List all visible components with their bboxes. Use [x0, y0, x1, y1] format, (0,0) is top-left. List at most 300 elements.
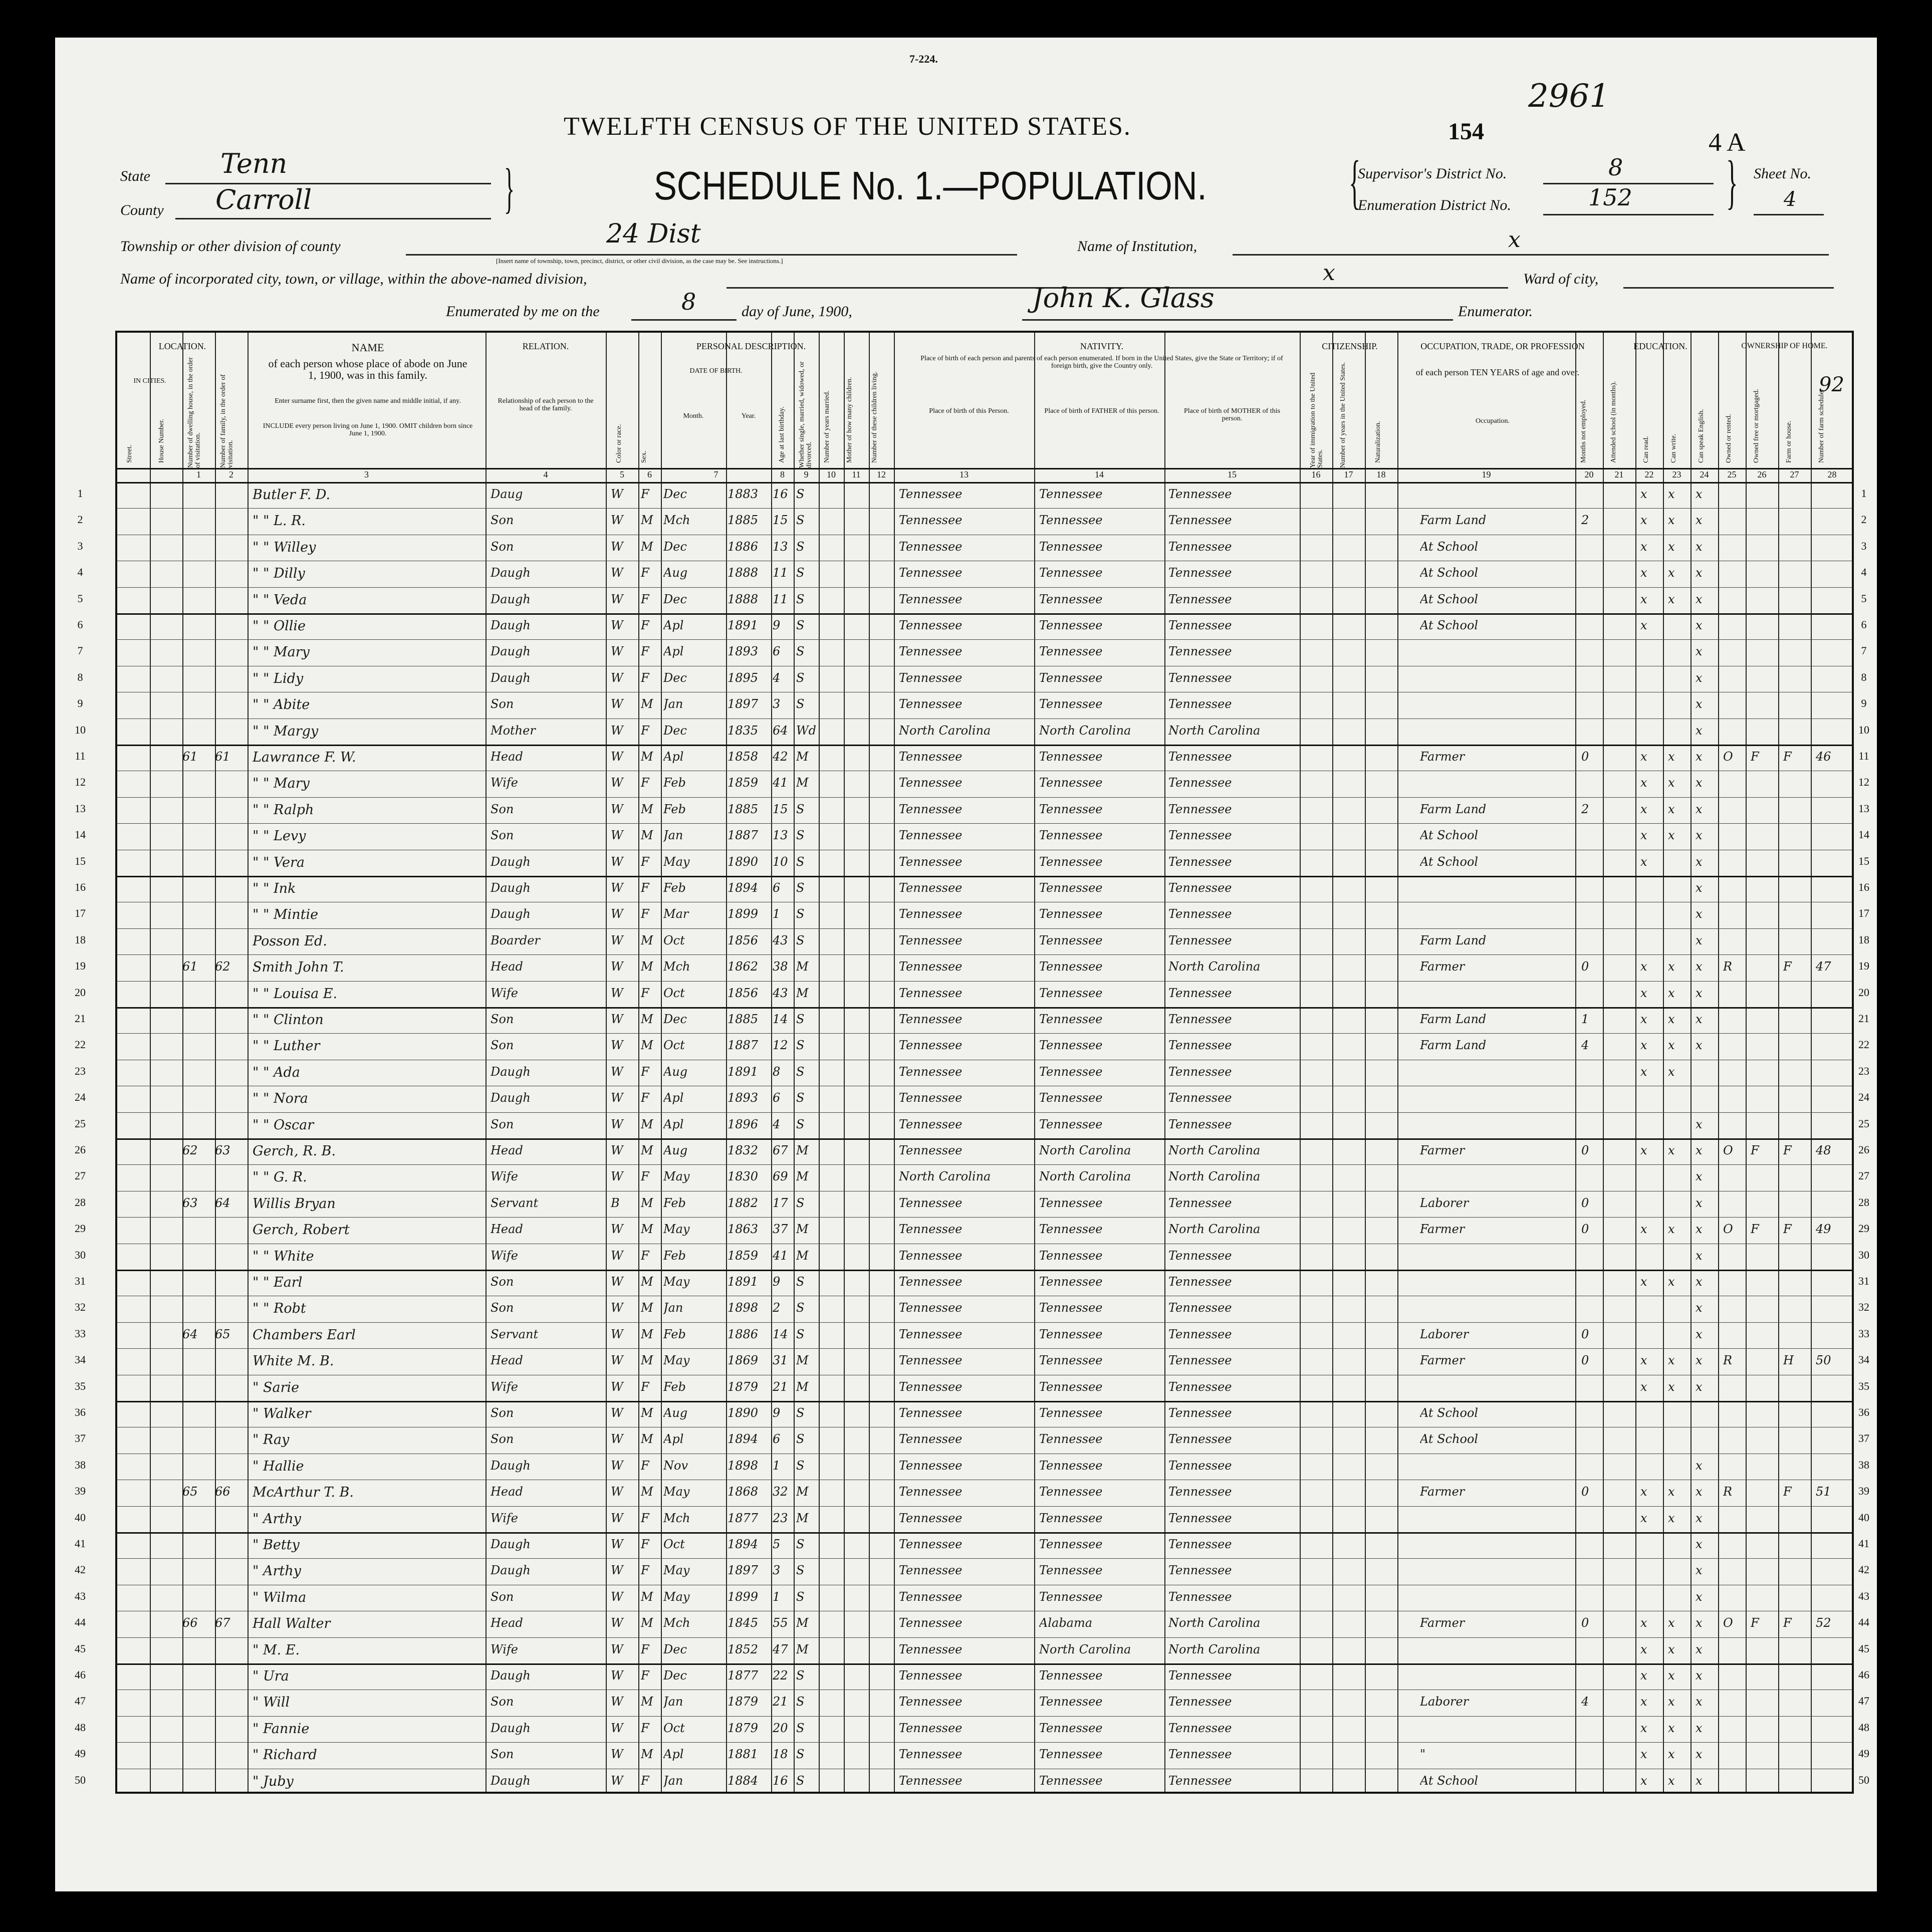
sex: M — [641, 697, 653, 711]
birthplace-mother: Tennessee — [1168, 1327, 1232, 1341]
birthplace-person: Tennessee — [899, 670, 962, 685]
person-name: " " Ada — [253, 1064, 300, 1080]
marital-header: Whether single, married, widowed, or divorced. — [798, 361, 813, 468]
sex: F — [641, 1379, 649, 1394]
speak-english: x — [1696, 1695, 1703, 1709]
relation: Son — [491, 1406, 514, 1420]
age: 41 — [773, 1248, 788, 1263]
township-value: 24 Dist — [606, 219, 701, 249]
column-number: 8 — [780, 469, 785, 479]
birth-month: Oct — [663, 1721, 685, 1735]
occupation-desc: of each person TEN YEARS of age and over. — [1415, 367, 1580, 377]
line-number: 3 — [1861, 539, 1867, 552]
sex: M — [641, 513, 653, 528]
can-write: x — [1668, 1721, 1675, 1735]
color: W — [611, 1301, 623, 1315]
relation: Daugh — [491, 566, 531, 580]
birthplace-person: Tennessee — [899, 1222, 962, 1237]
person-name: " " Ollie — [253, 618, 306, 634]
color: W — [611, 1222, 623, 1237]
state-value: Tenn — [220, 148, 288, 179]
relation: Mother — [491, 723, 536, 738]
birth-year: 1887 — [728, 1038, 759, 1053]
column-number: 28 — [1827, 469, 1837, 479]
color: W — [611, 1747, 623, 1762]
birthplace-mother: Tennessee — [1168, 1275, 1232, 1289]
birth-year: 1859 — [728, 776, 759, 790]
months-unemployed: 0 — [1581, 1143, 1589, 1157]
sex: F — [641, 566, 649, 580]
birth-month: Dec — [663, 723, 687, 738]
birthplace-mother: Tennessee — [1168, 802, 1232, 816]
person-name: " " Clinton — [253, 1012, 324, 1028]
marital-status: S — [796, 1773, 805, 1788]
birthplace-father: Tennessee — [1039, 986, 1103, 1000]
birthplace-mother: Tennessee — [1168, 1012, 1232, 1026]
occupation: Farmer — [1420, 1143, 1465, 1157]
speak-english: x — [1696, 1721, 1703, 1735]
sex: F — [641, 1721, 649, 1735]
line-number: 49 — [75, 1747, 86, 1760]
marital-status: S — [796, 1563, 805, 1578]
birth-month: Aug — [663, 1143, 688, 1157]
person-name: " " Luther — [253, 1038, 320, 1054]
color: W — [611, 1012, 623, 1026]
line-number: 19 — [75, 959, 86, 973]
birth-month: Oct — [663, 986, 685, 1000]
speak-english: x — [1696, 644, 1703, 659]
name-note2: INCLUDE every person living on June 1, 1900. OMIT children born since June 1, 1900. — [263, 422, 473, 437]
birthplace-father: Tennessee — [1039, 802, 1103, 816]
birth-month: Feb — [663, 881, 686, 895]
occupation: " — [1420, 1747, 1426, 1762]
can-write: x — [1668, 776, 1675, 790]
relation: Head — [491, 1222, 523, 1237]
line-number: 25 — [1858, 1117, 1869, 1130]
sex: M — [641, 1432, 653, 1446]
dwelling-number: 65 — [182, 1485, 198, 1499]
can-read: x — [1640, 1012, 1647, 1026]
age: 2 — [773, 1301, 781, 1315]
color: W — [611, 1458, 623, 1473]
farm-schedule: 49 — [1816, 1222, 1831, 1237]
county-label: County — [120, 202, 164, 218]
months-unemployed: 0 — [1581, 1616, 1589, 1630]
birthplace-father: Tennessee — [1039, 1406, 1103, 1420]
farm-house: F — [1783, 1616, 1792, 1630]
family-number: 67 — [215, 1616, 230, 1630]
person-name: Hall Walter — [253, 1616, 331, 1632]
birth-year: 1856 — [728, 986, 759, 1000]
can-read: x — [1640, 1143, 1647, 1157]
relation: Daugh — [491, 1091, 531, 1105]
birthplace-father: Tennessee — [1039, 1064, 1103, 1079]
birthplace-person: Tennessee — [899, 1195, 962, 1210]
birthplace-mother: Tennessee — [1168, 933, 1232, 947]
dwelling-number: 66 — [182, 1616, 198, 1630]
marital-status: S — [796, 618, 805, 632]
speak-english: x — [1696, 1668, 1703, 1682]
can-read: x — [1640, 1353, 1647, 1368]
color: W — [611, 1353, 623, 1368]
relation: Daugh — [491, 618, 531, 632]
census-table — [115, 331, 1854, 1794]
birthplace-mother: North Carolina — [1168, 723, 1261, 738]
birthplace-person: Tennessee — [899, 566, 962, 580]
birth-year: 1859 — [728, 1248, 759, 1263]
age: 67 — [773, 1143, 788, 1157]
birthplace-person: Tennessee — [899, 1143, 962, 1157]
birth-year: 1894 — [728, 1537, 759, 1551]
sex: M — [641, 539, 653, 554]
person-name: " Arthy — [253, 1563, 301, 1579]
birthplace-father: Tennessee — [1039, 907, 1103, 921]
line-number: 30 — [75, 1248, 86, 1261]
birth-year: 1894 — [728, 881, 759, 895]
sex-header: Sex. — [640, 450, 648, 463]
speak-english: x — [1696, 1616, 1703, 1630]
can-read: x — [1640, 1616, 1647, 1630]
speak-english: x — [1696, 1012, 1703, 1026]
person-name: " " Mintie — [253, 907, 319, 923]
speak-english: x — [1696, 618, 1703, 632]
sex: M — [641, 1143, 653, 1157]
birthplace-mother: North Carolina — [1168, 1169, 1261, 1184]
marital-status: S — [796, 1091, 805, 1105]
sex: M — [641, 1485, 653, 1499]
birthplace-father: Tennessee — [1039, 697, 1103, 711]
age: 4 — [773, 670, 781, 685]
birthplace-person: Tennessee — [899, 802, 962, 816]
birth-year: 1858 — [728, 750, 759, 764]
relation: Daugh — [491, 1064, 531, 1079]
color: W — [611, 1432, 623, 1446]
marital-status: S — [796, 592, 805, 606]
color: W — [611, 776, 623, 790]
line-number: 15 — [75, 854, 86, 867]
line-number: 50 — [75, 1773, 86, 1786]
can-write: x — [1668, 1353, 1675, 1368]
birth-month: Dec — [663, 1012, 687, 1026]
age: 14 — [773, 1327, 788, 1341]
person-name: " Will — [253, 1695, 290, 1711]
relation: Son — [491, 1432, 514, 1446]
farm-schedule-header: Number of farm schedule. — [1818, 389, 1825, 463]
line-number: 7 — [1861, 644, 1867, 657]
line-number: 14 — [1858, 828, 1869, 841]
color: W — [611, 1721, 623, 1735]
relation: Head — [491, 1485, 523, 1499]
can-write: x — [1668, 802, 1675, 816]
speak-english: x — [1696, 592, 1703, 606]
birthplace-father: Tennessee — [1039, 1091, 1103, 1105]
speak-english: x — [1696, 1353, 1703, 1368]
line-number: 36 — [75, 1406, 86, 1418]
birthplace-father: North Carolina — [1039, 1169, 1131, 1184]
birthplace-mother: Tennessee — [1168, 1379, 1232, 1394]
can-write: x — [1668, 1747, 1675, 1762]
marital-status: M — [796, 1379, 809, 1394]
color: W — [611, 1379, 623, 1394]
line-number: 44 — [1858, 1616, 1869, 1629]
enumerated-mid: day of June, 1900, — [742, 303, 852, 320]
line-number: 20 — [1858, 986, 1869, 999]
birth-year: 1868 — [728, 1485, 759, 1499]
line-number: 19 — [1858, 959, 1869, 973]
color: W — [611, 1485, 623, 1499]
birthplace-person: Tennessee — [899, 1064, 962, 1079]
column-number: 25 — [1727, 469, 1737, 479]
line-number: 7 — [77, 644, 83, 657]
age: 15 — [773, 802, 788, 816]
name-desc: of each person whose place of abode on June 1, 1900, was in this family. — [268, 357, 467, 382]
column-number: 18 — [1376, 469, 1386, 479]
marital-status: S — [796, 487, 805, 501]
age: 47 — [773, 1642, 788, 1656]
line-number: 11 — [75, 750, 86, 762]
line-number: 18 — [1858, 933, 1869, 946]
birthplace-father: Tennessee — [1039, 670, 1103, 685]
speak-english: x — [1696, 1511, 1703, 1525]
line-number: 6 — [1861, 618, 1867, 631]
birthplace-father: North Carolina — [1039, 1642, 1131, 1656]
birth-year: 1845 — [728, 1616, 759, 1630]
line-number: 13 — [75, 802, 86, 815]
line-number: 48 — [1858, 1721, 1869, 1734]
relation: Daugh — [491, 1668, 531, 1682]
line-number: 40 — [1858, 1511, 1869, 1524]
column-number: 24 — [1700, 469, 1709, 479]
marital-status: S — [796, 1327, 805, 1341]
family-number: 64 — [215, 1195, 230, 1210]
relation: Daugh — [491, 670, 531, 685]
line-number: 16 — [1858, 881, 1869, 893]
birth-year: 1886 — [728, 1327, 759, 1341]
person-name: " Juby — [253, 1773, 294, 1789]
line-number: 49 — [1858, 1747, 1869, 1760]
birthplace-mother: Tennessee — [1168, 1563, 1232, 1578]
marital-status: S — [796, 1064, 805, 1079]
marital-status: M — [796, 1485, 809, 1499]
line-number: 34 — [1858, 1353, 1869, 1366]
occupation: Farm Land — [1420, 1012, 1487, 1026]
birthplace-person: Tennessee — [899, 750, 962, 764]
owned-rented: O — [1723, 1616, 1733, 1630]
person-name: Posson Ed. — [253, 933, 327, 949]
birthplace-person: Tennessee — [899, 618, 962, 632]
line-number: 42 — [1858, 1563, 1869, 1576]
speak-english: x — [1696, 1642, 1703, 1656]
years-married-header: Number of years married. — [823, 390, 831, 463]
sex: F — [641, 723, 649, 738]
person-name: " " Vera — [253, 854, 305, 870]
birth-month: Jan — [663, 828, 683, 843]
birthplace-mother: North Carolina — [1168, 1642, 1261, 1656]
line-number: 8 — [77, 670, 83, 683]
can-write: x — [1668, 1668, 1675, 1682]
age: 64 — [773, 723, 788, 738]
birthplace-mother: Tennessee — [1168, 697, 1232, 711]
can-read: x — [1640, 854, 1647, 869]
birthplace-mother: Tennessee — [1168, 1038, 1232, 1053]
state-label: State — [120, 168, 150, 184]
occupation: Laborer — [1420, 1327, 1469, 1341]
relation: Daugh — [491, 1537, 531, 1551]
person-name: Willis Bryan — [253, 1195, 336, 1212]
line-number: 30 — [1858, 1248, 1869, 1261]
marital-status: S — [796, 907, 805, 921]
person-name: Smith John T. — [253, 959, 344, 976]
months-unemployed: 0 — [1581, 1353, 1589, 1368]
dwelling-number: 62 — [182, 1143, 198, 1157]
person-name: McArthur T. B. — [253, 1485, 354, 1501]
can-write: x — [1668, 592, 1675, 606]
birth-year: 1894 — [728, 1432, 759, 1446]
sex: M — [641, 1301, 653, 1315]
dwelling-number: 64 — [182, 1327, 198, 1341]
can-read: x — [1640, 539, 1647, 554]
sex: F — [641, 618, 649, 632]
birthplace-father: Tennessee — [1039, 1773, 1103, 1788]
birth-year: 1835 — [728, 723, 759, 738]
birth-month: May — [663, 854, 690, 869]
can-write: x — [1668, 1064, 1675, 1079]
birth-month: May — [663, 1485, 690, 1499]
birthplace-mother: Tennessee — [1168, 1485, 1232, 1499]
column-number: 16 — [1311, 469, 1321, 479]
sex: M — [641, 1747, 653, 1762]
color: W — [611, 1038, 623, 1053]
color: W — [611, 750, 623, 764]
birth-year: 1886 — [728, 539, 759, 554]
occupation: Farmer — [1420, 1616, 1465, 1630]
nativity-desc: Place of birth of each person and parents of each person enumerated. If born in the United States, give the State or Territory; if of foreign birth, give the Country only. — [920, 355, 1283, 370]
color: W — [611, 1091, 623, 1105]
birthplace-mother: Tennessee — [1168, 907, 1232, 921]
relation-header: RELATION. — [522, 341, 569, 351]
sex: F — [641, 1064, 649, 1079]
sheet-stamp: 154 — [1448, 118, 1484, 145]
institution-label: Name of Institution, — [1077, 238, 1197, 255]
line-number: 21 — [75, 1012, 86, 1025]
column-number: 4 — [543, 469, 548, 479]
relation: Head — [491, 1616, 523, 1630]
can-write: x — [1668, 1511, 1675, 1525]
birthplace-father: Tennessee — [1039, 1353, 1103, 1368]
speak-english: x — [1696, 1379, 1703, 1394]
birthplace-mother: Tennessee — [1168, 487, 1232, 501]
dwelling-header: Number of dwelling house, in the order of visitation. — [187, 357, 202, 468]
birth-person-header: Place of birth of this Person. — [929, 407, 1009, 415]
relation: Daugh — [491, 1563, 531, 1578]
color: W — [611, 1589, 623, 1604]
age: 11 — [773, 592, 788, 606]
relation: Wife — [491, 1169, 519, 1184]
relation: Servant — [491, 1327, 539, 1341]
occupation: Farm Land — [1420, 513, 1487, 528]
speak-english: x — [1696, 1248, 1703, 1263]
column-number: 2 — [229, 469, 233, 479]
birthplace-person: Tennessee — [899, 933, 962, 947]
sex: F — [641, 881, 649, 895]
line-number: 40 — [75, 1511, 86, 1524]
birthplace-person: Tennessee — [899, 1432, 962, 1446]
line-number: 38 — [75, 1458, 86, 1471]
sex: F — [641, 1537, 649, 1551]
line-number: 16 — [75, 881, 86, 893]
sex: M — [641, 1117, 653, 1131]
birthplace-person: Tennessee — [899, 1485, 962, 1499]
line-number: 44 — [75, 1616, 86, 1629]
age: 16 — [773, 487, 788, 501]
occupation: At School — [1420, 1432, 1479, 1446]
birthplace-person: Tennessee — [899, 644, 962, 659]
birth-month: Feb — [663, 1327, 686, 1341]
birthplace-person: Tennessee — [899, 1616, 962, 1630]
birthplace-father: North Carolina — [1039, 723, 1131, 738]
birthplace-mother: Tennessee — [1168, 1432, 1232, 1446]
can-read: x — [1640, 487, 1647, 501]
census-title: TWELFTH CENSUS OF THE UNITED STATES. — [564, 112, 1131, 141]
birthplace-mother: Tennessee — [1168, 1195, 1232, 1210]
birth-year: 1885 — [728, 1012, 759, 1026]
birthplace-person: Tennessee — [899, 1721, 962, 1735]
marital-status: S — [796, 1275, 805, 1289]
can-read: x — [1640, 1642, 1647, 1656]
sex: F — [641, 1642, 649, 1656]
speak-english: x — [1696, 1458, 1703, 1473]
birthplace-father: Tennessee — [1039, 1721, 1103, 1735]
family-number: 63 — [215, 1143, 230, 1157]
line-number: 17 — [1858, 907, 1869, 920]
relation: Head — [491, 1353, 523, 1368]
birth-month: Dec — [663, 1642, 687, 1656]
marital-status: M — [796, 1642, 809, 1656]
can-write: x — [1668, 487, 1675, 501]
relation: Daugh — [491, 1458, 531, 1473]
column-number: 15 — [1228, 469, 1237, 479]
sex: M — [641, 828, 653, 843]
sex: M — [641, 1195, 653, 1210]
birthplace-mother: Tennessee — [1168, 1589, 1232, 1604]
line-number: 28 — [1858, 1195, 1869, 1209]
speak-english: x — [1696, 723, 1703, 738]
birth-year: 1877 — [728, 1668, 759, 1682]
line-number: 27 — [75, 1169, 86, 1182]
months-unemployed: 0 — [1581, 1485, 1589, 1499]
birthplace-person: Tennessee — [899, 1695, 962, 1709]
birthplace-mother: Tennessee — [1168, 986, 1232, 1000]
line-number: 10 — [75, 723, 86, 736]
birthplace-mother: Tennessee — [1168, 1537, 1232, 1551]
birthplace-father: Tennessee — [1039, 1327, 1103, 1341]
birth-year: 1891 — [728, 618, 759, 632]
can-write: x — [1668, 1485, 1675, 1499]
birth-year: 1888 — [728, 566, 759, 580]
birthplace-person: North Carolina — [899, 1169, 991, 1184]
birthplace-mother: North Carolina — [1168, 1616, 1261, 1630]
color: W — [611, 1406, 623, 1420]
education-header: EDUCATION. — [1633, 341, 1687, 351]
age: 9 — [773, 1275, 781, 1289]
birth-year: 1888 — [728, 592, 759, 606]
age: 10 — [773, 854, 788, 869]
county-value: Carroll — [215, 184, 312, 215]
birth-month: Apl — [663, 618, 684, 632]
age: 13 — [773, 539, 788, 554]
line-number: 5 — [77, 592, 83, 605]
birth-month: May — [663, 1222, 690, 1237]
